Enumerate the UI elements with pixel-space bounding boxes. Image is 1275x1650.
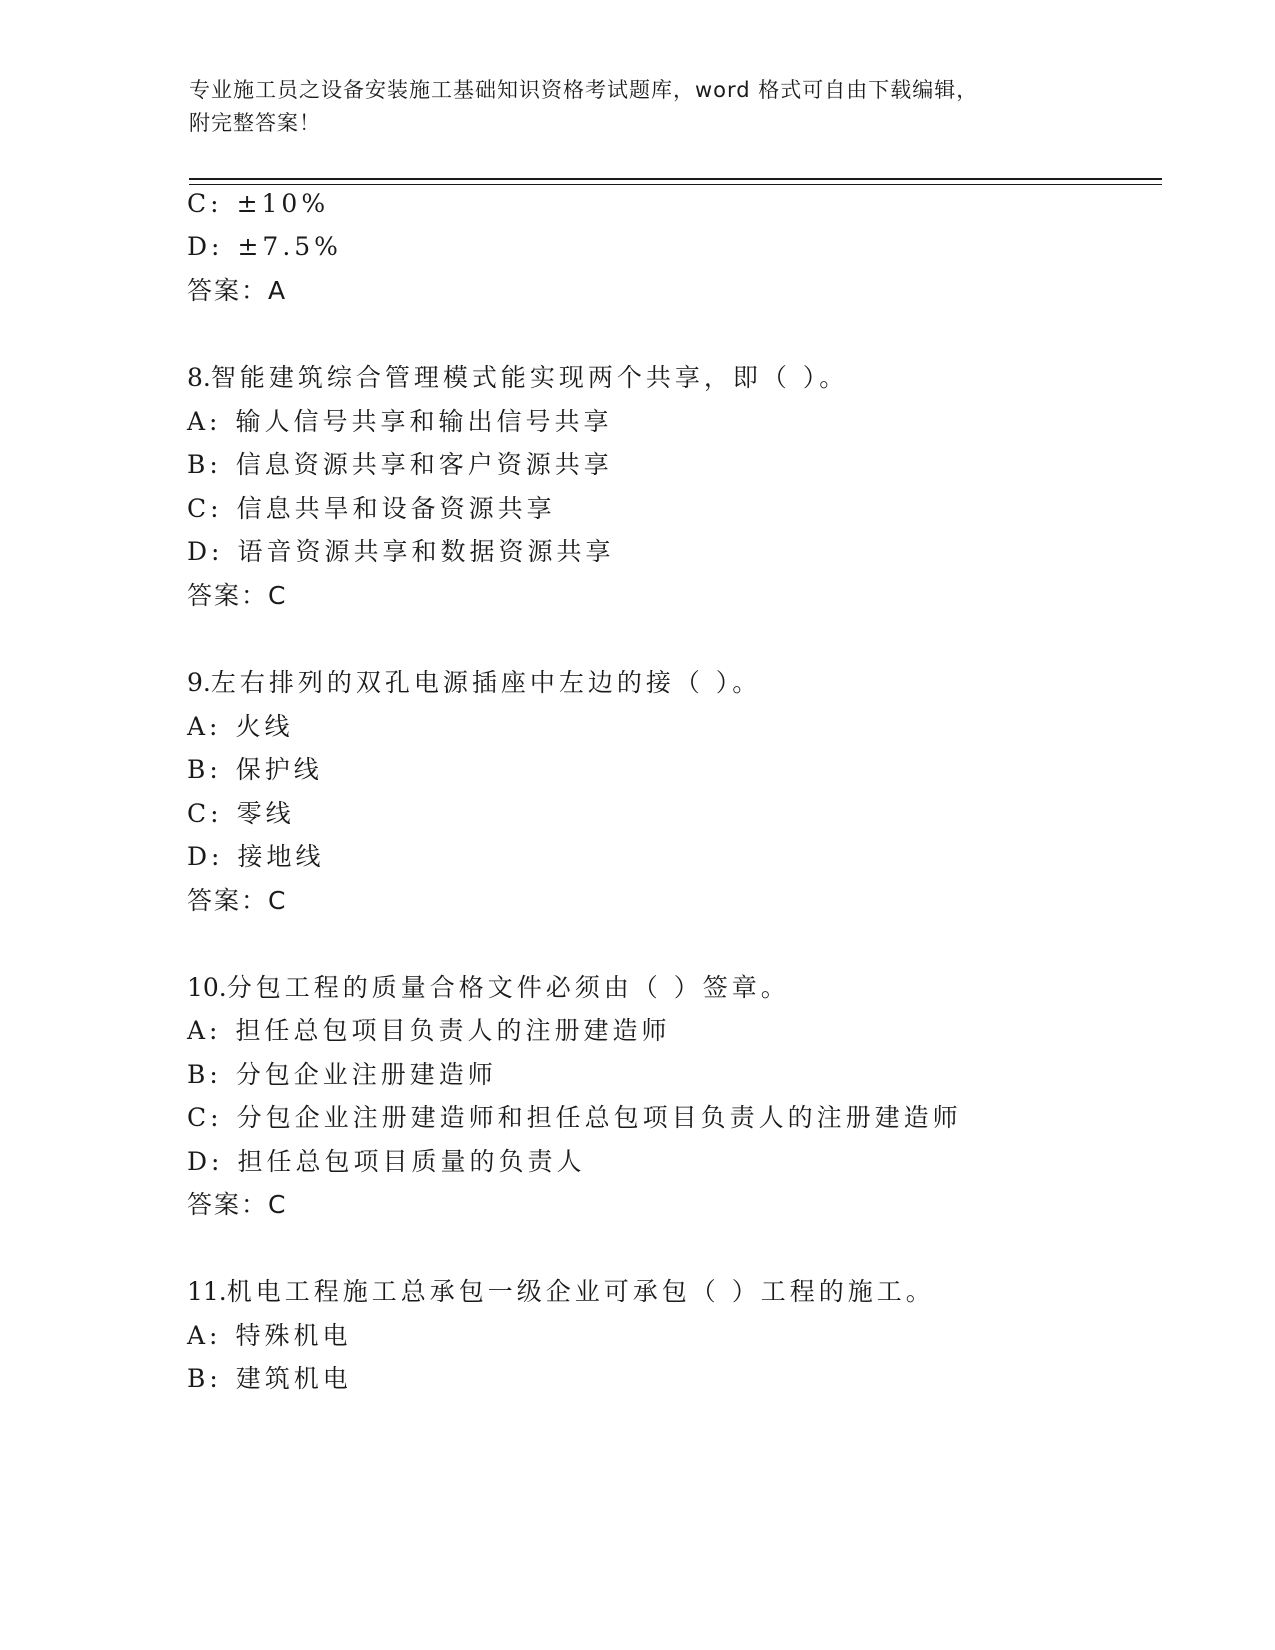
option-row xyxy=(187,535,614,569)
option-text: 语音资源共享和数据资源共享 xyxy=(237,537,615,566)
option-row xyxy=(187,797,295,831)
question-text: 机电工程施工总承包一级企业可承包（ ）工程的施工。 xyxy=(226,1277,935,1306)
option-text: ±10% xyxy=(236,189,330,218)
option-text: 输人信号共享和输出信号共享 xyxy=(235,407,613,436)
question-text: 智能建筑综合管理模式能实现两个共享，即（ ）。 xyxy=(210,363,849,392)
option-row xyxy=(187,1058,497,1092)
header-line-1: 专业施工员之设备安装施工基础知识资格考试题库，word 格式可自由下载编辑， xyxy=(189,78,979,102)
option-row xyxy=(187,1014,671,1048)
question-number: 8. xyxy=(187,363,211,392)
option-row xyxy=(187,1319,352,1353)
question-stem xyxy=(187,1275,935,1309)
option-row xyxy=(187,448,613,482)
option-label: C: xyxy=(187,189,223,218)
document-header xyxy=(189,74,1089,140)
question-stem xyxy=(187,361,848,395)
option-text: 信息共旱和设备资源共享 xyxy=(236,494,556,523)
option-text: 担任总包项目质量的负责人 xyxy=(237,1147,586,1176)
option-label: C: xyxy=(187,799,223,828)
option-label: B: xyxy=(187,755,222,784)
answer-line: 答案：C xyxy=(187,581,288,610)
answer-line: 答案：C xyxy=(187,886,288,915)
option-label: A: xyxy=(187,1321,222,1350)
option-text: 分包企业注册建造师 xyxy=(235,1060,497,1089)
option-row xyxy=(187,1362,352,1396)
option-row xyxy=(187,840,324,874)
option-text: 火线 xyxy=(235,712,294,741)
option-row xyxy=(187,753,323,787)
option-row xyxy=(187,187,329,221)
option-text: 担任总包项目负责人的注册建造师 xyxy=(235,1016,671,1045)
option-label: A: xyxy=(187,712,222,741)
answer-line: 答案：A xyxy=(187,276,288,305)
option-label: D: xyxy=(187,842,224,871)
option-text: ±7.5% xyxy=(237,232,342,261)
answer-line: 答案：C xyxy=(187,1190,288,1219)
option-text: 信息资源共享和客户资源共享 xyxy=(235,450,613,479)
option-label: B: xyxy=(187,1060,222,1089)
option-row xyxy=(187,405,613,439)
question-text: 分包工程的质量合格文件必须由（ ）签章。 xyxy=(226,973,790,1002)
question-stem xyxy=(187,971,790,1005)
option-text: 接地线 xyxy=(237,842,325,871)
option-text: 保护线 xyxy=(235,755,323,784)
option-row xyxy=(187,710,294,744)
option-text: 建筑机电 xyxy=(235,1364,352,1393)
question-stem xyxy=(187,666,761,700)
question-number: 11. xyxy=(187,1277,227,1306)
option-label: A: xyxy=(187,407,222,436)
header-divider-thick xyxy=(189,178,1162,180)
option-text: 零线 xyxy=(236,799,295,828)
option-row xyxy=(187,492,556,526)
option-label: D: xyxy=(187,537,224,566)
header-divider-thin xyxy=(189,184,1162,185)
option-label: D: xyxy=(187,1147,224,1176)
option-row xyxy=(187,1145,585,1179)
question-text: 左右排列的双孔电源插座中左边的接（ ）。 xyxy=(210,668,762,697)
option-label: B: xyxy=(187,450,222,479)
question-number: 10. xyxy=(187,973,227,1002)
option-label: D: xyxy=(187,232,224,261)
option-row xyxy=(187,1101,962,1135)
option-label: A: xyxy=(187,1016,222,1045)
option-text: 分包企业注册建造师和担任总包项目负责人的注册建造师 xyxy=(236,1103,962,1132)
question-number: 9. xyxy=(187,668,211,697)
option-label: B: xyxy=(187,1364,222,1393)
option-label: C: xyxy=(187,1103,223,1132)
option-row xyxy=(187,230,342,264)
option-label: C: xyxy=(187,494,223,523)
option-text: 特殊机电 xyxy=(235,1321,352,1350)
header-line-2: 附完整答案！ xyxy=(189,111,321,135)
